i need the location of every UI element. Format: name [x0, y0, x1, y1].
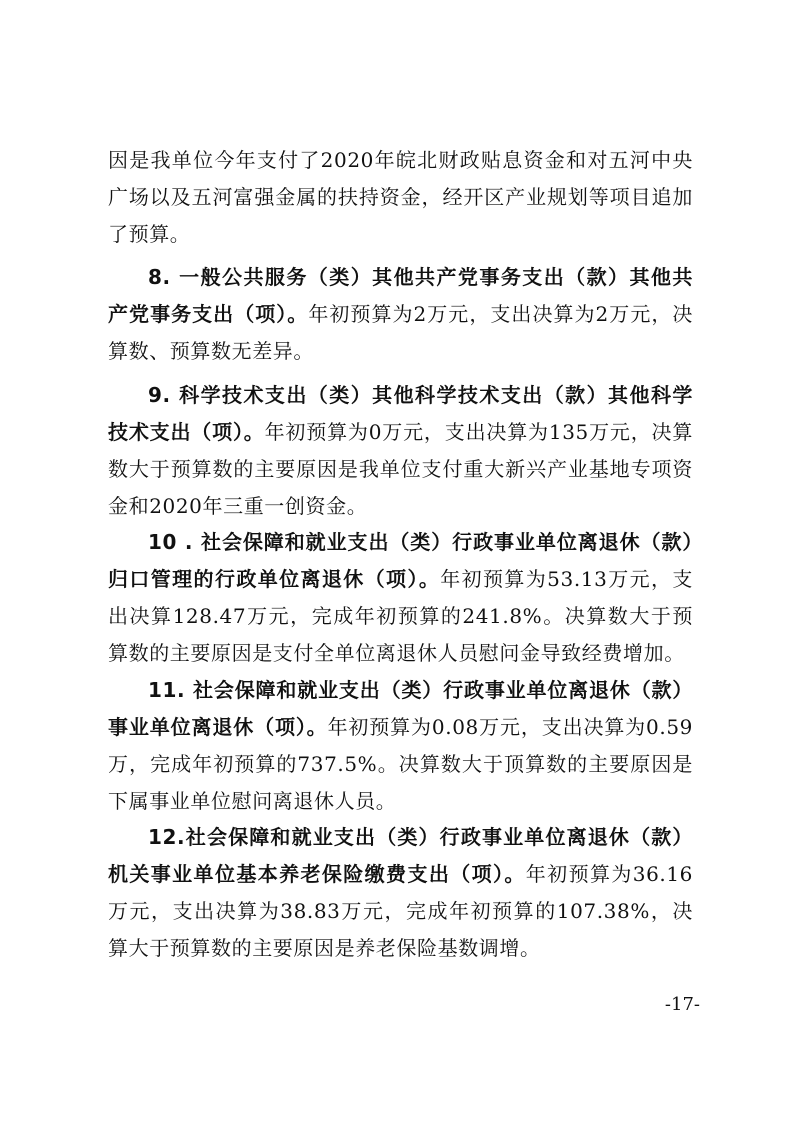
- paragraph-heading: 10 . 社会保障和就业支出（类）行政事业单位离退休（款）归口管理的行政单位离退休（项）。: [108, 530, 693, 591]
- paragraph-item-11: [108, 672, 693, 820]
- paragraph-item-8: [108, 259, 693, 370]
- paragraph-heading: 12.社会保障和就业支出（类）行政事业单位离退休（款）机关事业单位基本养老保险缴费支出（项）。: [108, 825, 693, 886]
- paragraph-body: 年初预算为36.16万元，支出决算为38.83万元，完成年初预算的107.38%，决算大于预算数的主要原因是养老保险基数调增。: [108, 862, 693, 960]
- paragraph-item-10: [108, 524, 693, 672]
- paragraph-body: 年初预算为0.08万元，支出决算为0.59万，完成年初预算的737.5%。决算数大于顶算数的主要原因是下属事业单位慰问离退休人员。: [108, 715, 693, 813]
- paragraph-heading: 11. 社会保障和就业支出（类）行政事业单位离退休（款）事业单位离退休（项）。: [108, 678, 693, 739]
- page-number: -17-: [664, 994, 700, 1015]
- paragraph-body: 年初预算为0万元，支出决算为135万元，决算数大于预算数的主要原因是我单位支付重大新兴产业基地专项资金和2020年三重一创资金。: [108, 420, 693, 518]
- paragraph-body: 因是我单位今年支付了2020年皖北财政贴息资金和对五河中央广场以及五河富强金属的扶持资金，经开区产业规划等项目追加了预算。: [108, 148, 693, 246]
- paragraph-body: 年初预算为2万元，支出决算为2万元，决算数、预算数无差异。: [108, 302, 693, 363]
- paragraph-heading: 9. 科学技术支出（类）其他科学技术支出（款）其他科学技术支出（项）。: [108, 383, 693, 444]
- paragraph-body: 年初预算为53.13万元，支出决算128.47万元，完成年初预算的241.8%。决算数大于预算数的主要原因是支付全单位离退休人员慰问金导致经费增加。: [108, 567, 693, 665]
- paragraph-continuation: [108, 142, 693, 253]
- paragraph-heading: 8. 一般公共服务（类）其他共产党事务支出（款）其他共产党事务支出（项）。: [108, 265, 693, 326]
- paragraph-item-12: [108, 819, 693, 967]
- paragraph-item-9: [108, 377, 693, 525]
